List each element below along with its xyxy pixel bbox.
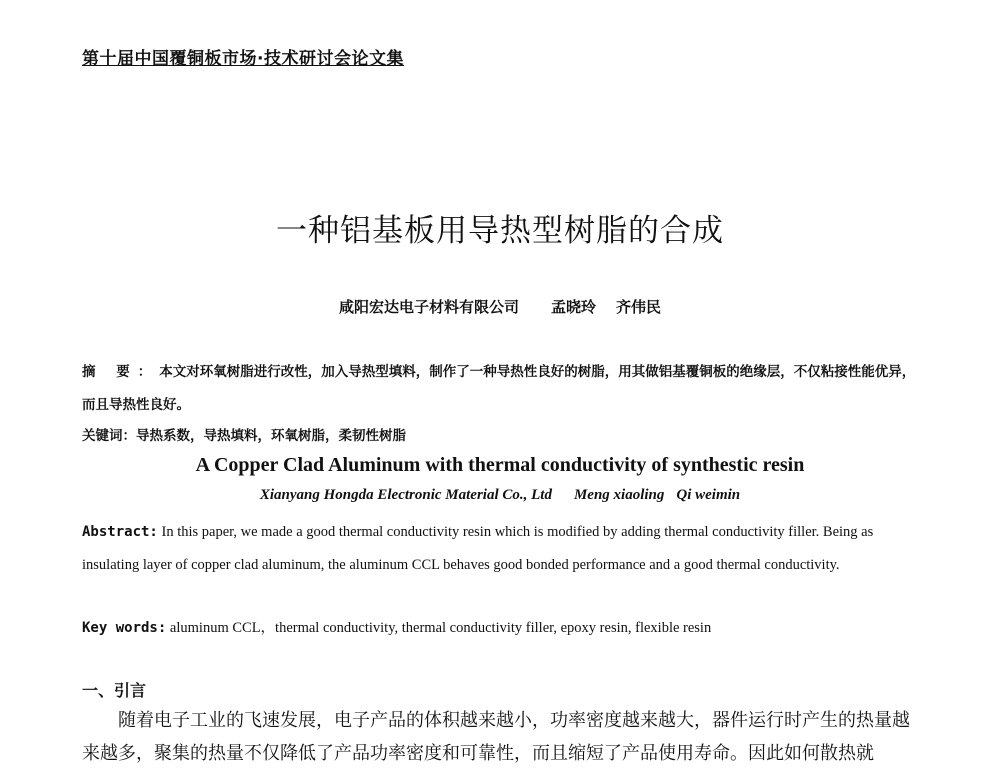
affiliation-en: Xianyang Hongda Electronic Material Co., Ltd	[259, 487, 552, 503]
abstract-en-label: Abstract:	[82, 524, 158, 540]
authors-cn	[0, 296, 1000, 317]
author-cn: 孟晓玲	[550, 298, 596, 316]
author-en: Qi weimin	[676, 487, 741, 503]
author-cn: 齐伟民	[616, 298, 662, 316]
authors-en	[0, 487, 1000, 504]
paper-title-cn: 一种铝基板用导热型树脂的合成	[276, 213, 724, 249]
keywords-en	[82, 616, 711, 637]
abstract-en-text: In this paper, we made a good thermal conductivity resin which is modified by adding thermal conductivity filler. Being as insulating layer of copper clad aluminum, the aluminum CCL behaves good bonded performance and a good thermal conductivity.	[82, 524, 874, 573]
abstract-cn-label: 摘 要：	[82, 364, 160, 380]
keywords-en-text: aluminum CCL，thermal conductivity, thermal conductivity filler, epoxy resin, flexible resin	[169, 620, 712, 636]
abstract-cn-text: 本文对环氧树脂进行改性，加入导热型填料，制作了一种导热性良好的树脂，用其做铝基覆铜板的绝缘层，不仅粘接性能优异，而且导热性良好。	[82, 364, 916, 413]
paper-title-en: A Copper Clad Aluminum with thermal conductivity of synthestic resin	[195, 454, 805, 476]
abstract-en	[82, 516, 922, 582]
abstract-cn	[82, 356, 922, 422]
author-en: Meng xiaoling	[573, 487, 665, 503]
keywords-cn-text: 导热系数，导热填料，环氧树脂，柔韧性树脂	[136, 428, 406, 444]
keywords-en-label: Key words:	[82, 620, 167, 636]
body-paragraph: 随着电子工业的飞速发展，电子产品的体积越来越小，功率密度越来越大，器件运行时产生的热量越来越多，聚集的热量不仅降低了产品功率密度和可靠性，而且缩短了产品使用寿命。因此如何散热就	[82, 710, 910, 764]
affiliation-cn: 咸阳宏达电子材料有限公司	[338, 298, 519, 316]
keywords-cn-label: 关键词：	[82, 428, 136, 444]
section-heading: 一、引言	[82, 681, 147, 700]
keywords-cn	[82, 424, 406, 444]
running-header: 第十届中国覆铜板市场·技术研讨会论文集	[82, 49, 404, 69]
